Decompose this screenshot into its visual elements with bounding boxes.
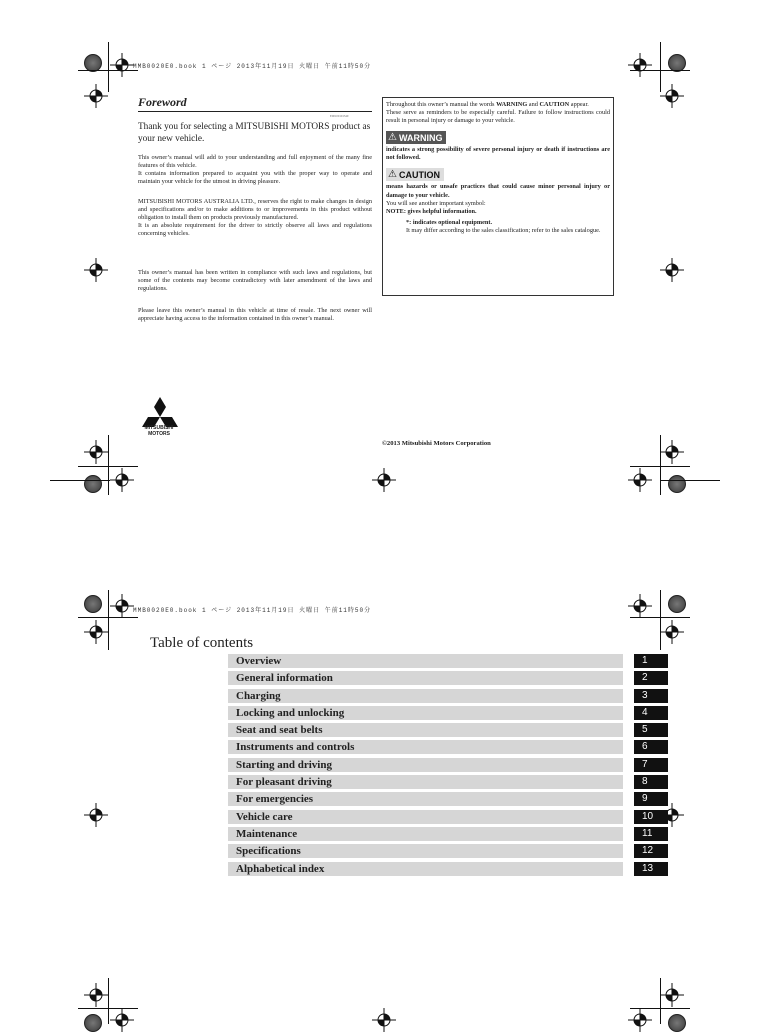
toc-item-label[interactable]: Locking and unlocking — [236, 706, 345, 719]
warning-badge — [386, 131, 446, 144]
registration-crosshair-icon — [660, 983, 684, 1007]
toc-item-label[interactable]: Vehicle care — [236, 810, 293, 823]
toc-row[interactable] — [228, 861, 668, 878]
toc-row[interactable] — [228, 739, 668, 756]
crop-line — [78, 1008, 138, 1009]
notice-intro-suffix: appear. — [569, 101, 589, 108]
print-header-top: MMB0020E0.book 1 ページ 2013年11月19日 火曜日 午前11時50分 — [133, 63, 372, 70]
toc-item-number[interactable]: 13 — [634, 862, 668, 876]
registration-ball-icon — [668, 1014, 686, 1032]
toc-row[interactable] — [228, 809, 668, 826]
toc-item-number[interactable]: 5 — [634, 723, 668, 737]
optional-subtext: It may differ according to the sales classification; refer to the sales catalogue. — [406, 226, 601, 234]
crop-line — [660, 42, 661, 92]
warning-text: indicates a strong possibility of severe personal injury or death if instructions are not followed. — [386, 146, 610, 162]
toc-row[interactable] — [228, 653, 668, 670]
registration-crosshair-icon — [372, 1008, 396, 1032]
registration-crosshair-icon — [110, 468, 134, 492]
notice-intro-and: and — [527, 101, 540, 108]
toc-row[interactable] — [228, 791, 668, 808]
toc-item-label[interactable]: Specifications — [236, 845, 301, 858]
notice-intro-line2: These serve as reminders to be especially careful. Failure to follow instructions could result in personal injury or damage to your vehicle. — [386, 109, 610, 125]
registration-ball-icon — [668, 475, 686, 493]
toc-item-number[interactable]: 8 — [634, 775, 668, 789]
toc-item-number[interactable]: 2 — [634, 671, 668, 685]
registration-ball-icon — [84, 595, 102, 613]
notice-intro — [386, 101, 610, 109]
crop-line — [630, 1008, 690, 1009]
crop-line — [108, 42, 109, 92]
toc-item-number[interactable]: 4 — [634, 706, 668, 720]
foreword-paragraph: MITSUBISHI MOTORS AUSTRALIA LTD., reserves the right to make changes in design and specifications and/or to make additions to or improvements in this product without obligation to install them on products previously manufactured. It is an absolute requirement for the driver to strictly observe all laws and regulations concerning vehicles. — [138, 198, 372, 238]
registration-ball-icon — [84, 475, 102, 493]
toc-item-label[interactable]: Charging — [236, 689, 281, 702]
foreword-paragraph: This owner’s manual will add to your understanding and full enjoyment of the many fine features of this vehicle. It contains information prepared to acquaint you with the proper way to operate and maintain your vehicle for the utmost in driving pleasure. — [138, 154, 372, 186]
foreword-rule — [138, 111, 372, 112]
notice-intro-text: Throughout this owner’s manual the words — [386, 101, 497, 108]
toc-title: Table of contents — [150, 635, 254, 651]
toc-item-number[interactable]: 3 — [634, 689, 668, 703]
caution-badge — [386, 168, 444, 181]
toc-item-number[interactable]: 7 — [634, 758, 668, 772]
print-header-bottom: MMB0020E0.book 1 ページ 2013年11月19日 火曜日 午前11時50分 — [133, 607, 372, 614]
toc-item-number[interactable]: 11 — [634, 827, 668, 841]
crop-line — [108, 435, 109, 495]
copyright: ©2013 Mitsubishi Motors Corporation — [382, 440, 491, 447]
toc-row[interactable] — [228, 688, 668, 705]
toc-item-label[interactable]: Maintenance — [236, 827, 298, 840]
registration-crosshair-icon — [372, 468, 396, 492]
registration-crosshair-icon — [660, 440, 684, 464]
foreword-code: E00100101549 — [330, 114, 349, 118]
toc-row[interactable] — [228, 843, 668, 860]
toc-item-number[interactable]: 1 — [634, 654, 668, 668]
toc-item-number[interactable]: 6 — [634, 740, 668, 754]
foreword-paragraph: Please leave this owner’s manual in this vehicle at time of resale. The next owner will appreciate having access to the information contained in this owner’s manual. — [138, 307, 372, 323]
toc-item-label[interactable]: Starting and driving — [236, 758, 332, 771]
toc-item-label[interactable]: For emergencies — [236, 793, 314, 806]
toc-item-label[interactable]: Seat and seat belts — [236, 724, 323, 737]
toc-row[interactable] — [228, 670, 668, 687]
crop-line — [660, 978, 661, 1024]
toc-item-number[interactable]: 12 — [634, 844, 668, 858]
toc-row[interactable] — [228, 757, 668, 774]
registration-crosshair-icon — [628, 53, 652, 77]
foreword-thanks: Thank you for selecting a MITSUBISHI MOTORS product as your new vehicle. — [138, 122, 371, 144]
foreword-title: Foreword — [138, 95, 187, 109]
toc-item-number[interactable]: 9 — [634, 792, 668, 806]
toc-row[interactable] — [228, 774, 668, 791]
crop-line — [660, 480, 720, 481]
toc-row-bar — [228, 689, 623, 703]
toc-row[interactable] — [228, 705, 668, 722]
toc-item-number[interactable]: 10 — [634, 810, 668, 824]
logo-line1: MITSUBISHI — [144, 425, 174, 431]
registration-crosshair-icon — [628, 594, 652, 618]
crop-line — [108, 978, 109, 1024]
toc-item-label[interactable]: Alphabetical index — [236, 862, 325, 875]
crop-line — [108, 590, 109, 650]
registration-crosshair-icon — [110, 594, 134, 618]
registration-crosshair-icon — [84, 803, 108, 827]
registration-crosshair-icon — [110, 1008, 134, 1032]
notice-intro-warning: WARNING — [496, 101, 528, 108]
crop-line — [660, 435, 661, 495]
registration-crosshair-icon — [660, 258, 684, 282]
registration-crosshair-icon — [660, 620, 684, 644]
registration-crosshair-icon — [110, 53, 134, 77]
registration-crosshair-icon — [628, 1008, 652, 1032]
registration-crosshair-icon — [84, 983, 108, 1007]
crop-line — [660, 590, 661, 650]
registration-crosshair-icon — [84, 258, 108, 282]
registration-crosshair-icon — [84, 84, 108, 108]
toc-list — [228, 653, 668, 878]
logo-line2: MOTORS — [148, 431, 170, 437]
toc-item-label[interactable]: General information — [236, 672, 333, 685]
symbol-intro: You will see another important symbol: — [386, 199, 486, 207]
toc-row[interactable] — [228, 826, 668, 843]
toc-item-label[interactable]: Instruments and controls — [236, 741, 355, 754]
caution-label: CAUTION — [398, 169, 440, 180]
registration-ball-icon — [668, 595, 686, 613]
notice-box — [382, 97, 614, 296]
warning-label: WARNING — [398, 132, 443, 143]
registration-crosshair-icon — [660, 84, 684, 108]
crop-line — [50, 480, 110, 481]
toc-row-bar — [228, 654, 623, 668]
caution-triangle-icon: ⚠ — [388, 169, 397, 181]
registration-crosshair-icon — [84, 620, 108, 644]
foreword-paragraph: This owner’s manual has been written in compliance with such laws and regulations, but some of the contents may become contradictory with later amendment of the laws and regulations. — [138, 269, 372, 293]
toc-row[interactable] — [228, 722, 668, 739]
optional-text: *: indicates optional equipment. — [406, 218, 493, 226]
toc-item-label[interactable]: Overview — [236, 655, 282, 667]
registration-crosshair-icon — [84, 440, 108, 464]
caution-text: means hazards or unsafe practices that could cause minor personal injury or damage to your vehicle. — [386, 183, 610, 199]
logo-wordmark — [136, 425, 182, 437]
registration-ball-icon — [84, 1014, 102, 1032]
registration-crosshair-icon — [628, 468, 652, 492]
note-text: NOTE: gives helpful information. — [386, 207, 477, 215]
warning-triangle-icon: ⚠ — [388, 132, 397, 144]
notice-intro-caution: CAUTION — [539, 101, 570, 108]
toc-item-label[interactable]: For pleasant driving — [236, 776, 332, 789]
